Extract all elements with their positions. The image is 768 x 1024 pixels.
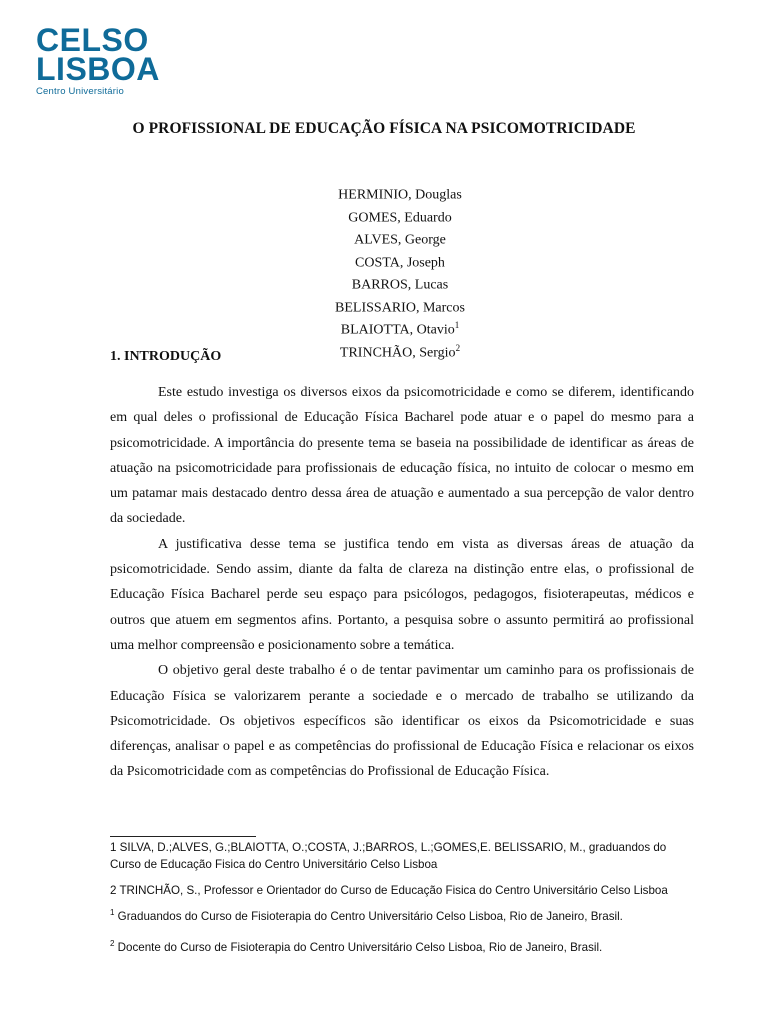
author: BLAIOTTA, Otavio$^1$ (340, 320, 460, 339)
footnote: 1 SILVA, D.;ALVES, G.;BLAIOTTA, O.;COSTA, J.;BARROS, L.;GOMES,E. BELISSARIO, M., graduandos do Curso de Educação Fisica do Centro Universitário Celso Lisboa (110, 841, 667, 871)
paragraph: O objetivo geral deste trabalho é o de tentar pavimentar um caminho para os profissionais de Educação Física se valorizarem perante a sociedade e o mercado de trabalho se utilizando da Psicomotricidade. Os objetivos específicos são identificar os eixos da Psicomotricidade e suas diferenças, analisar o papel e as competências do profissional de Educação Física e relacionar os eixos da Psicomotricidade com as competências do Profissional de Educação Física. (110, 663, 694, 780)
footnote-separator (110, 836, 256, 837)
body-text (110, 380, 694, 785)
footnote: $^1$ Graduandos do Curso de Fisioterapia do Centro Universitário Celso Lisboa, Rio de Janeiro, Brasil. (110, 908, 623, 923)
author: ALVES, George (354, 232, 446, 248)
footnotes (110, 839, 700, 965)
document-title: O PROFISSIONAL DE EDUCAÇÃO FÍSICA NA PSICOMOTRICIDADE (132, 120, 636, 137)
footnote: 2 TRINCHÃO, S., Professor e Orientador do Curso de Educação Fisica do Centro Universitário Celso Lisboa (110, 884, 668, 897)
author: TRINCHÃO, Sergio$^2$ (339, 342, 461, 361)
author: COSTA, Joseph (355, 255, 445, 271)
logo-subtitle: Centro Universitário (36, 86, 124, 97)
author: BELISSARIO, Marcos (335, 300, 465, 316)
logo-line-2: LISBOA (36, 51, 160, 87)
logo-line-1: CELSO (36, 22, 149, 58)
author: BARROS, Lucas (351, 277, 449, 293)
footnote: $^2$ Docente do Curso de Fisioterapia do Centro Universitário Celso Lisboa, Rio de Janeiro, Brasil. (110, 939, 603, 954)
author: GOMES, Eduardo (348, 210, 452, 226)
paragraph: Este estudo investiga os diversos eixos da psicomotricidade e como se diferem, identificando em qual deles o profissional de Educação Física Bacharel pode atuar e o papel do mesmo para a psicomotricidade. A importância do presente tema se baseia na possibilidade de identificar as áreas de atuação na psicomotricidade para profissionais de educação física, no intuito de colocar o mesmo em um patamar mais destacado dentro dessa área de atuação e aumentado a sua percepção de valor dentro da sociedade. (110, 385, 694, 527)
section-heading: 1. INTRODUÇÃO (110, 349, 222, 364)
author: HERMINIO, Douglas (338, 187, 462, 203)
author-list (0, 182, 768, 363)
celso-lisboa-logo (36, 22, 160, 97)
paragraph: A justificativa desse tema se justifica tendo em vista as diversas áreas de atuação da psicomotricidade. Sendo assim, diante da falta de clareza na distinção entre elas, o profissional de Educação Física Bacharel perde seu espaço para psicólogos, pedagogos, fisioterapeutas, médicos e outros que atuem em segmentos afins. Portanto, a pesquisa sobre o assunto permitirá ao profissional uma melhor compreensão e posicionamento sobre a temática. (110, 536, 694, 653)
